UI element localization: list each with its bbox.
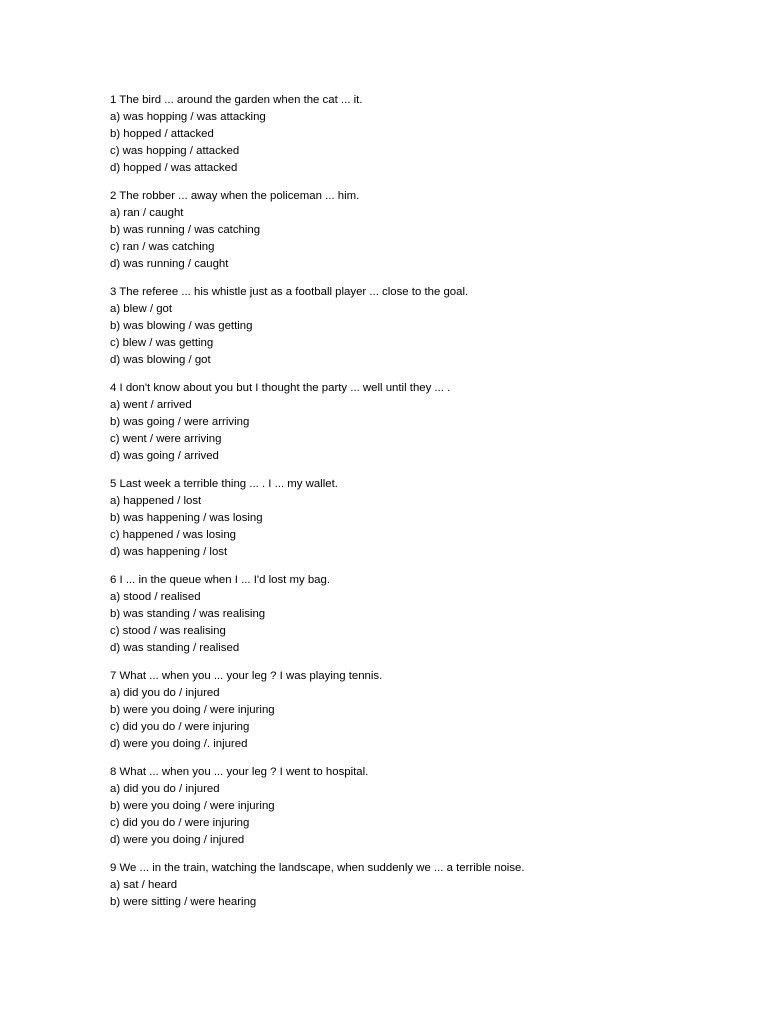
question-8 bbox=[110, 764, 730, 849]
answer-option-a: a) stood / realised bbox=[110, 591, 201, 603]
answer-option-c: c) blew / was getting bbox=[110, 337, 214, 349]
answer-option-c: c) did you do / were injuring bbox=[110, 817, 250, 829]
answer-option-a: a) did you do / injured bbox=[110, 687, 220, 699]
answer-option-d: d) was happening / lost bbox=[110, 546, 228, 558]
question-1 bbox=[110, 92, 730, 177]
answer-option-d: d) was going / arrived bbox=[110, 450, 219, 462]
question-prompt: 2 The robber ... away when the policeman ... him. bbox=[110, 190, 360, 202]
answer-option-b: b) was blowing / was getting bbox=[110, 320, 253, 332]
question-4 bbox=[110, 380, 730, 465]
answer-option-c: c) did you do / were injuring bbox=[110, 721, 250, 733]
answer-option-b: b) was happening / was losing bbox=[110, 512, 263, 524]
question-prompt: 1 The bird ... around the garden when the cat ... it. bbox=[110, 94, 363, 106]
question-prompt: 4 I don't know about you but I thought the party ... well until they ... . bbox=[110, 382, 451, 394]
answer-option-c: c) was hopping / attacked bbox=[110, 145, 240, 157]
question-9 bbox=[110, 860, 730, 911]
question-prompt: 7 What ... when you ... your leg ? I was playing tennis. bbox=[110, 670, 383, 682]
answer-option-c: c) went / were arriving bbox=[110, 433, 222, 445]
answer-option-b: b) were you doing / were injuring bbox=[110, 704, 275, 716]
answer-option-d: d) were you doing /. injured bbox=[110, 738, 248, 750]
question-7 bbox=[110, 668, 730, 753]
answer-option-a: a) did you do / injured bbox=[110, 783, 220, 795]
answer-option-b: b) was standing / was realising bbox=[110, 608, 266, 620]
answer-option-d: d) hopped / was attacked bbox=[110, 162, 238, 174]
question-prompt: 6 I ... in the queue when I ... I'd lost my bag. bbox=[110, 574, 330, 586]
answer-option-c: c) ran / was catching bbox=[110, 241, 215, 253]
answer-option-d: d) were you doing / injured bbox=[110, 834, 245, 846]
question-6 bbox=[110, 572, 730, 657]
answer-option-a: a) blew / got bbox=[110, 303, 173, 315]
answer-option-d: d) was standing / realised bbox=[110, 642, 240, 654]
document-page bbox=[110, 92, 730, 922]
answer-option-a: a) ran / caught bbox=[110, 207, 184, 219]
question-2 bbox=[110, 188, 730, 273]
question-prompt: 3 The referee ... his whistle just as a football player ... close to the goal. bbox=[110, 286, 469, 298]
answer-option-a: a) went / arrived bbox=[110, 399, 192, 411]
answer-option-c: c) stood / was realising bbox=[110, 625, 226, 637]
answer-option-b: b) hopped / attacked bbox=[110, 128, 214, 140]
question-3 bbox=[110, 284, 730, 369]
question-prompt: 8 What ... when you ... your leg ? I went to hospital. bbox=[110, 766, 369, 778]
answer-option-b: b) were you doing / were injuring bbox=[110, 800, 275, 812]
answer-option-b: b) was running / was catching bbox=[110, 224, 261, 236]
answer-option-a: a) happened / lost bbox=[110, 495, 202, 507]
answer-option-d: d) was running / caught bbox=[110, 258, 229, 270]
answer-option-c: c) happened / was losing bbox=[110, 529, 237, 541]
answer-option-d: d) was blowing / got bbox=[110, 354, 211, 366]
question-prompt: 9 We ... in the train, watching the landscape, when suddenly we ... a terrible noise. bbox=[110, 862, 525, 874]
answer-option-a: a) was hopping / was attacking bbox=[110, 111, 266, 123]
question-5 bbox=[110, 476, 730, 561]
answer-option-b: b) was going / were arriving bbox=[110, 416, 250, 428]
answer-option-a: a) sat / heard bbox=[110, 879, 178, 891]
answer-option-b: b) were sitting / were hearing bbox=[110, 896, 257, 908]
question-prompt: 5 Last week a terrible thing ... . I ... my wallet. bbox=[110, 478, 338, 490]
